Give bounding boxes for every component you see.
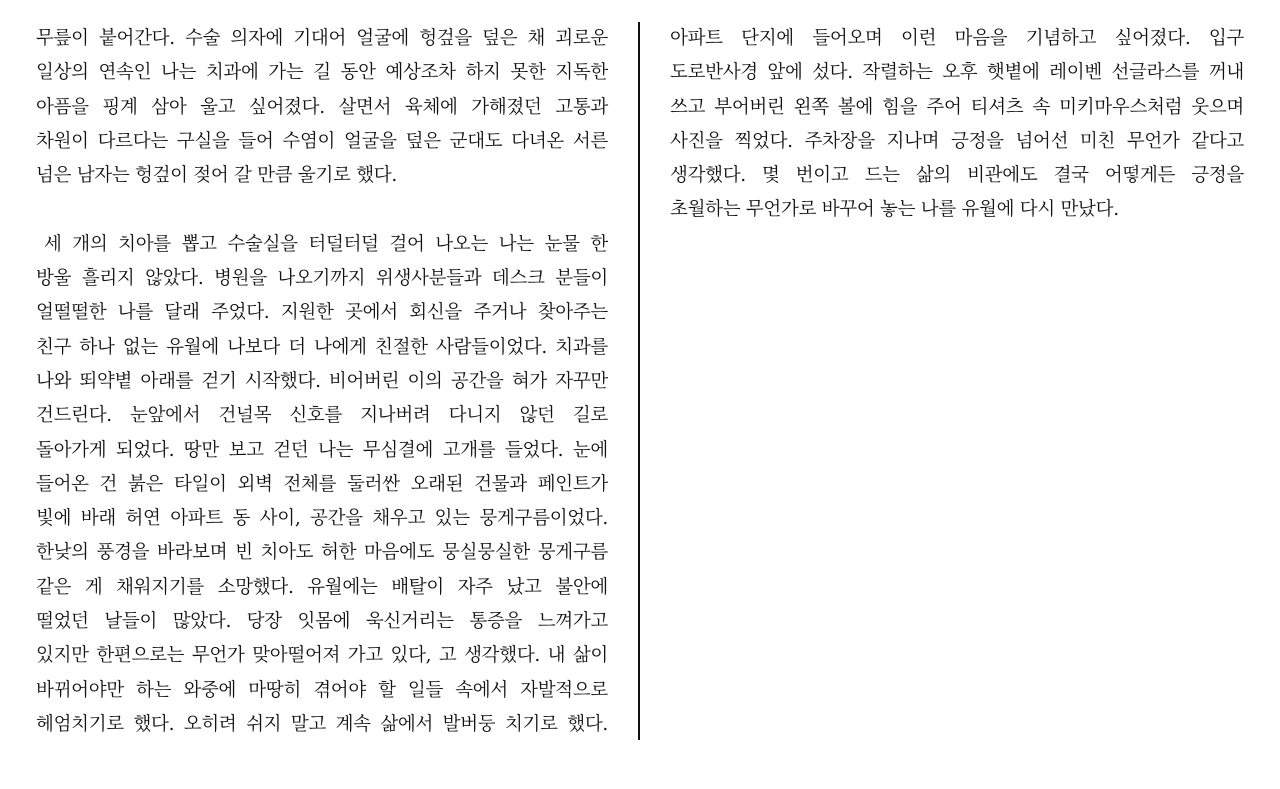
- text-line: 초월하는 무언가로 바꾸어 놓는 나를 유월에 다시 만났다.: [670, 199, 1119, 221]
- text-line: 친구 하나 없는 유월에 나보다 더 나에게 친절한 사람들이었다. 치과를: [36, 336, 608, 358]
- text-line: 들어온 건 붉은 타일이 외벽 전체를 둘러싼 오래된 건물과 페인트가: [36, 473, 608, 495]
- text-line: 쓰고 부어버린 왼쪽 볼에 힘을 주어 티셔츠 속 미키마우스처럼 웃으며: [670, 96, 1244, 118]
- paragraph-gap: [36, 193, 608, 227]
- text-line: 방울 흘리지 않았다. 병원을 나오기까지 위생사분들과 데스크 분들이: [36, 268, 608, 290]
- text-line: 아픔을 핑계 삼아 울고 싶어졌다. 살면서 육체에 가해졌던 고통과: [36, 96, 608, 118]
- right-column: [670, 22, 1244, 228]
- text-line: 떨었던 날들이 많았다. 당장 잇몸에 욱신거리는 통증을 느껴가고: [36, 611, 608, 633]
- text-line: 도로반사경 앞에 섰다. 작렬하는 오후 햇볕에 레이벤 선글라스를 꺼내: [670, 62, 1244, 84]
- text-line: 아파트 단지에 들어오며 이런 마음을 기념하고 싶어졌다. 입구: [670, 28, 1244, 49]
- text-line: 빛에 바래 허연 아파트 동 사이, 공간을 채우고 있는 뭉게구름이었다.: [36, 508, 608, 530]
- paragraph: [36, 228, 608, 742]
- text-line: 일상의 연속인 나는 치과에 가는 길 동안 예상조차 하지 못한 지독한: [36, 62, 608, 84]
- text-line: 사진을 찍었다. 주차장을 지나며 긍정을 넘어선 미친 무언가 같다고: [670, 130, 1244, 152]
- text-line: 바뀌어야만 하는 와중에 마땅히 겪어야 할 일들 속에서 자발적으로: [36, 679, 608, 701]
- column-divider: [638, 22, 640, 740]
- text-line: 헤엄치기로 했다. 오히려 쉬지 말고 계속 삶에서 발버둥 치기로 했다.: [36, 713, 608, 735]
- text-line: 넘은 남자는 헝겊이 젖어 갈 만큼 울기로 했다.: [36, 165, 397, 187]
- left-column: [36, 22, 608, 742]
- text-line: 있지만 한편으로는 무언가 맞아떨어져 가고 있다, 고 생각했다. 내 삶이: [36, 645, 608, 667]
- paragraph: [670, 22, 1244, 228]
- text-line: 돌아가게 되었다. 땅만 보고 걷던 나는 무심결에 고개를 들었다. 눈에: [36, 439, 608, 461]
- text-line: 같은 게 채워지기를 소망했다. 유월에는 배탈이 자주 났고 불안에: [36, 576, 608, 598]
- text-line: 얼떨떨한 나를 달래 주었다. 지원한 곳에서 회신을 주거나 찾아주는: [36, 302, 608, 324]
- text-line: 무릎이 붙어간다. 수술 의자에 기대어 얼굴에 헝겊을 덮은 채 괴로운: [36, 28, 608, 49]
- text-line: 차원이 다르다는 구실을 들어 수염이 얼굴을 덮은 군대도 다녀온 서른: [36, 130, 608, 152]
- text-line: 생각했다. 몇 번이고 드는 삶의 비관에도 결국 어떻게든 긍정을: [670, 165, 1244, 187]
- text-line: 세 개의 치아를 뽑고 수술실을 터덜터덜 걸어 나오는 나는 눈물 한: [44, 233, 608, 255]
- text-line: 건드린다. 눈앞에서 건널목 신호를 지나버려 다니지 않던 길로: [36, 405, 608, 427]
- text-line: 한낮의 풍경을 바라보며 빈 치아도 허한 마음에도 뭉실뭉실한 뭉게구름: [36, 542, 608, 564]
- text-line: 나와 뙤약볕 아래를 걷기 시작했다. 비어버린 이의 공간을 혀가 자꾸만: [36, 370, 608, 392]
- paragraph: [36, 22, 608, 193]
